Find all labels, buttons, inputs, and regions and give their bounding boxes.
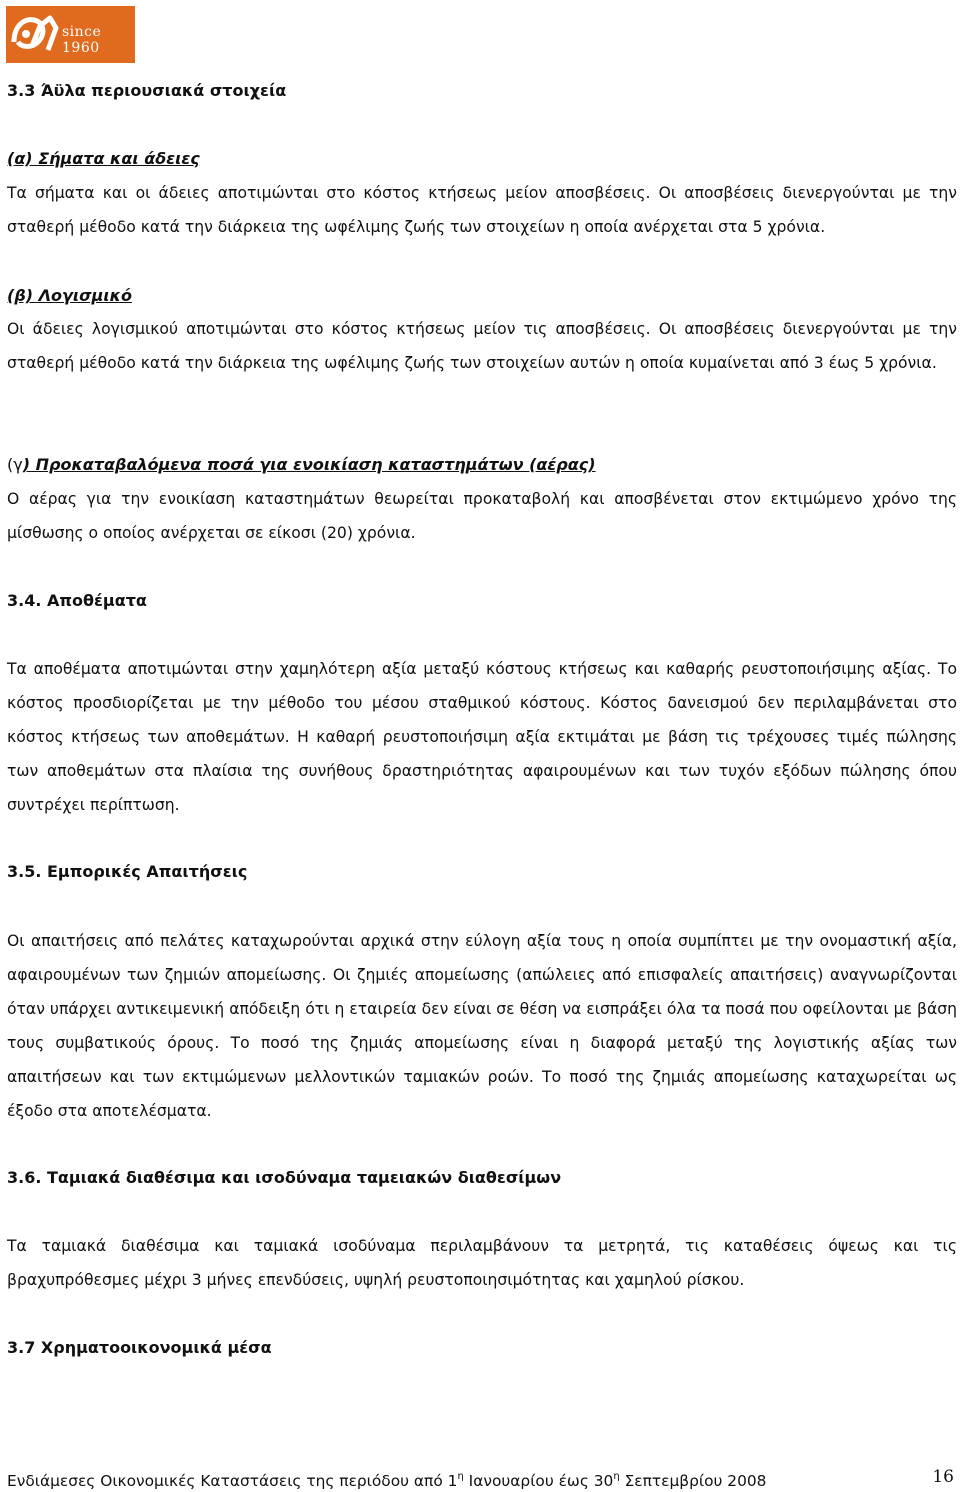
subsection-b-heading — [7, 284, 957, 308]
section-3-5-paragraph: Οι απαιτήσεις από πελάτες καταχωρούνται αρχικά στην εύλογη αξία τους η οποία συμπίπτει με την ονομαστική αξία, αφαιρουμένων των ζημιών απομείωσης. Οι ζημιές απομείωσης (απώλειες από επισφαλείς απαιτήσεις) αναγνωρίζονται όταν υπάρχει αντικειμενική απόδειξη ότι η εταιρεία δεν είναι σε θέση να εισπράξει όλα τα ποσά που οφείλονται με βάση τους συμβατικούς όρους. Το ποσό της ζημιάς απομείωσης είναι η διαφορά μεταξύ της λογιστικής αξίας των απαιτήσεων και των εκτιμώμενων μελλοντικών ταμιακών ροών. Το ποσό της ζημιάς απομείωσης καταχωρείται ως έξοδο στα αποτελέσματα. — [7, 932, 957, 1120]
footer-sup-2: η — [613, 1471, 620, 1482]
page-number: 16 — [932, 1467, 954, 1487]
logo-text: since 1960 — [62, 24, 102, 56]
subsection-c-heading — [7, 453, 957, 477]
section-3-4-paragraph: Τα αποθέματα αποτιμώνται στην χαμηλότερη αξία μεταξύ κόστους κτήσεως και καθαρής ρευστοποιήσιμης αξίας. Το κόστος προσδιορίζεται με την μέθοδο του μέσου σταθμικού κόστους. Κόστος δανεισμού δεν περιλαμβάνεται στο κόστος κτήσεως των αποθεμάτων. Η καθαρή ρευστοποιήσιμη αξία εκτιμάται με βάση τις τρέχουσες τιμές πώλησης των αποθεμάτων στα πλαίσια της συνήθους δραστηριότητας αφαιρουμένων και των τυχόν εξόδων πώλησης όπου συντρέχει περίπτωση. — [7, 660, 957, 814]
section-3-4-heading: 3.4. Αποθέματα — [7, 591, 147, 610]
subsection-c-title: ) Προκαταβαλόμενα ποσά για ενοικίαση καταστημάτων (αέρας) — [22, 455, 596, 474]
subsection-a-title: (α) Σήματα και άδειες — [7, 149, 200, 168]
subsection-b-title: (β) Λογισμικό — [7, 286, 132, 305]
subsection-a-paragraph: Τα σήματα και οι άδειες αποτιμώνται στο κόστος κτήσεως μείον αποσβέσεις. Οι αποσβέσεις διενεργούνται με την σταθερή μέθοδο κατά την διάρκεια της ωφέλιμης ζωής των στοιχείων η οποία ανέρχεται στα 5 χρόνια. — [7, 184, 957, 236]
footer-sup-1: η — [457, 1471, 464, 1482]
section-3-3-heading: 3.3 Άϋλα περιουσιακά στοιχεία — [7, 81, 287, 100]
footer-text-part1: Ενδιάμεσες Οικονομικές Καταστάσεις της περιόδου από 1 — [7, 1472, 458, 1490]
footer-text-part3: Σεπτεμβρίου 2008 — [619, 1472, 767, 1490]
page-footer — [7, 1470, 766, 1492]
section-3-5-heading: 3.5. Εμπορικές Απαιτήσεις — [7, 862, 248, 881]
section-3-6-paragraph: Τα ταμιακά διαθέσιμα και ταμιακά ισοδύναμα περιλαμβάνουν τα μετρητά, τις καταθέσεις όψεως και τις βραχυπρόθεσμες μέχρι 3 μήνες επενδύσεις, υψηλή ρευστοποιησιμότητας και χαμηλού ρίσκου. — [7, 1237, 957, 1289]
subsection-c-paragraph: Ο αέρας για την ενοικίαση καταστημάτων θεωρείται προκαταβολή και αποσβένεται στον εκτιμώμενο χρόνο της μίσθωσης ο οποίος ανέρχεται σε είκοσι (20) χρόνια. — [7, 490, 957, 542]
company-logo — [6, 6, 135, 63]
footer-text-part2: Ιανουαρίου έως 30 — [463, 1472, 614, 1490]
logo-mark-icon — [10, 12, 62, 56]
subsection-b-paragraph: Οι άδειες λογισμικού αποτιμώνται στο κόστος κτήσεως μείον τις αποσβέσεις. Οι αποσβέσεις διενεργούνται με την σταθερή μέθοδο κατά την διάρκεια της ωφέλιμης ζωής των στοιχείων αυτών η οποία κυμαίνεται από 3 έως 5 χρόνια. — [7, 320, 957, 372]
subsection-c-prefix: (γ — [7, 455, 23, 474]
section-3-7-heading: 3.7 Χρηματοοικονομικά μέσα — [7, 1338, 272, 1357]
subsection-a-heading — [7, 147, 957, 171]
section-3-6-heading: 3.6. Ταμιακά διαθέσιμα και ισοδύναμα ταμειακών διαθεσίμων — [7, 1168, 562, 1187]
